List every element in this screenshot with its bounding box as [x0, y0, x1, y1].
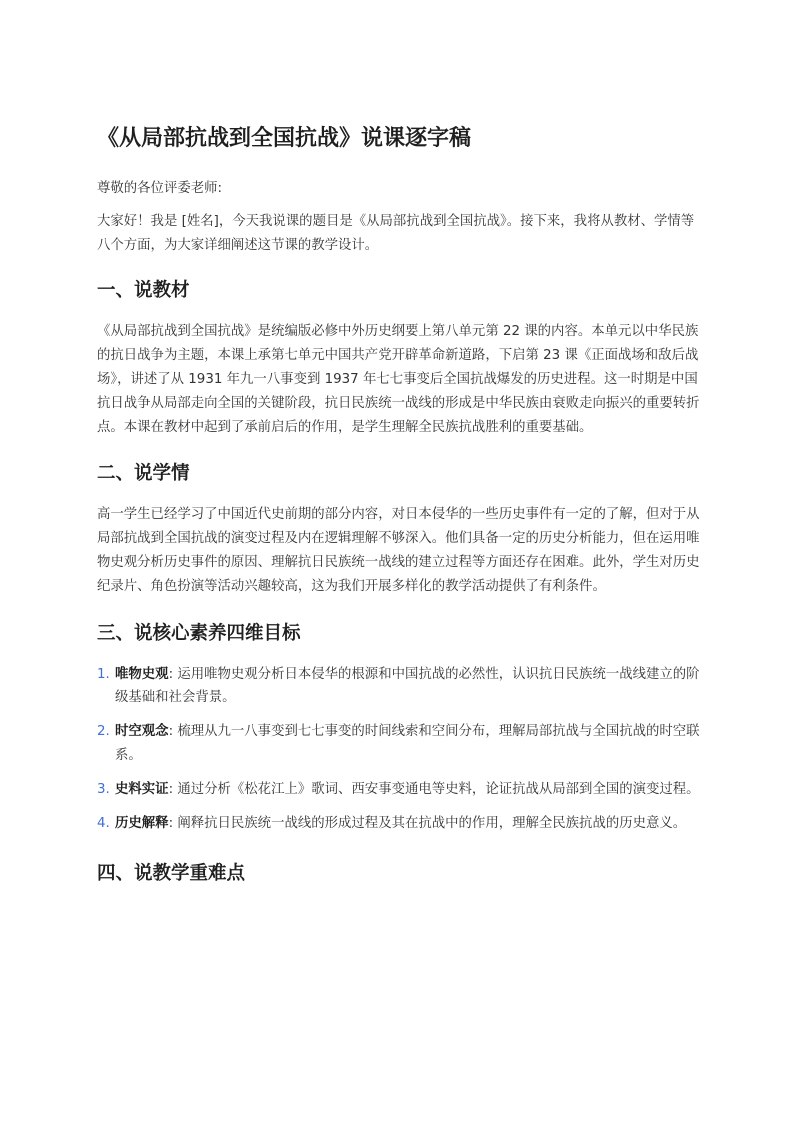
- goal-term: 唯物史观: [115, 666, 169, 682]
- goal-text: 阐释抗日民族统一战线的形成过程及其在抗战中的作用，理解全民族抗战的历史意义。: [177, 815, 687, 831]
- goal-term: 史料实证: [115, 781, 169, 797]
- section-body-textbook: 《从局部抗战到全国抗战》是统编版必修中外历史纲要上第八单元第 22 课的内容。本单元以中华民族的抗日战争为主题，本课上承第七单元中国共产党开辟革命新道路，下启第 23 课《正面战场和敌后战场》，讲述了从 1931 年九一八事变到 1937 年七七事变后全国抗战爆发的历史进程。这一时期是中国抗日战争从局部走向全国的关键阶段，抗日民族统一战线的形成是中华民族由衰败走向振兴的重要转折点。本课在教材中起到了承前启后的作用，是学生理解全民族抗战胜利的重要基础。: [97, 324, 700, 435]
- goal-item: [97, 720, 703, 768]
- goal-text: 运用唯物史观分析日本侵华的根源和中国抗战的必然性，认识抗日民族统一战线建立的阶级基础和社会背景。: [115, 666, 700, 706]
- list-number: 3.: [97, 781, 110, 797]
- goal-text: 梳理从九一八事变到七七事变的时间线索和空间分布，理解局部抗战与全国抗战的时空联系。: [115, 724, 700, 763]
- goal-separator: :: [168, 781, 174, 797]
- goal-text: 通过分析《松花江上》歌词、西安事变通电等史料，论证抗战从局部到全国的演变过程。: [177, 781, 700, 797]
- intro-paragraph: 大家好！我是 [姓名]，今天我说课的题目是《从局部抗战到全国抗战》。接下来，我将从教材、学情等八个方面，为大家详细阐述这节课的教学设计。: [97, 213, 695, 253]
- goal-separator: :: [168, 666, 174, 682]
- goal-term: 时空观念: [115, 724, 169, 740]
- section-heading-goals: 三、说核心素养四维目标: [97, 622, 301, 644]
- goal-item: [97, 778, 703, 802]
- list-number: 1.: [97, 666, 110, 682]
- document-title: 《从局部抗战到全国抗战》说课逐字稿: [97, 126, 472, 151]
- goal-item: [97, 812, 703, 836]
- section-heading-students: 二、说学情: [97, 463, 190, 485]
- section-heading-key-points: 四、说教学重难点: [97, 863, 246, 885]
- list-number: 2.: [97, 724, 110, 740]
- section-body-students: 高一学生已经学习了中国近代史前期的部分内容，对日本侵华的一些历史事件有一定的了解，但对于从局部抗战到全国抗战的演变过程及内在逻辑理解不够深入。他们具备一定的历史分析能力，但在运用唯物史观分析历史事件的原因、理解抗日民族统一战线的建立过程等方面还存在困难。此外，学生对历史纪录片、角色扮演等活动兴趣较高，这为我们开展多样化的教学活动提供了有利条件。: [97, 507, 700, 594]
- goal-item: [97, 663, 703, 711]
- section-heading-textbook: 一、说教材: [97, 280, 190, 302]
- list-number: 4.: [97, 815, 110, 831]
- goal-separator: :: [168, 815, 174, 831]
- goal-term: 历史解释: [115, 815, 169, 831]
- greeting: 尊敬的各位评委老师:: [97, 181, 223, 196]
- goal-separator: :: [168, 724, 174, 740]
- goal-list: [97, 663, 703, 836]
